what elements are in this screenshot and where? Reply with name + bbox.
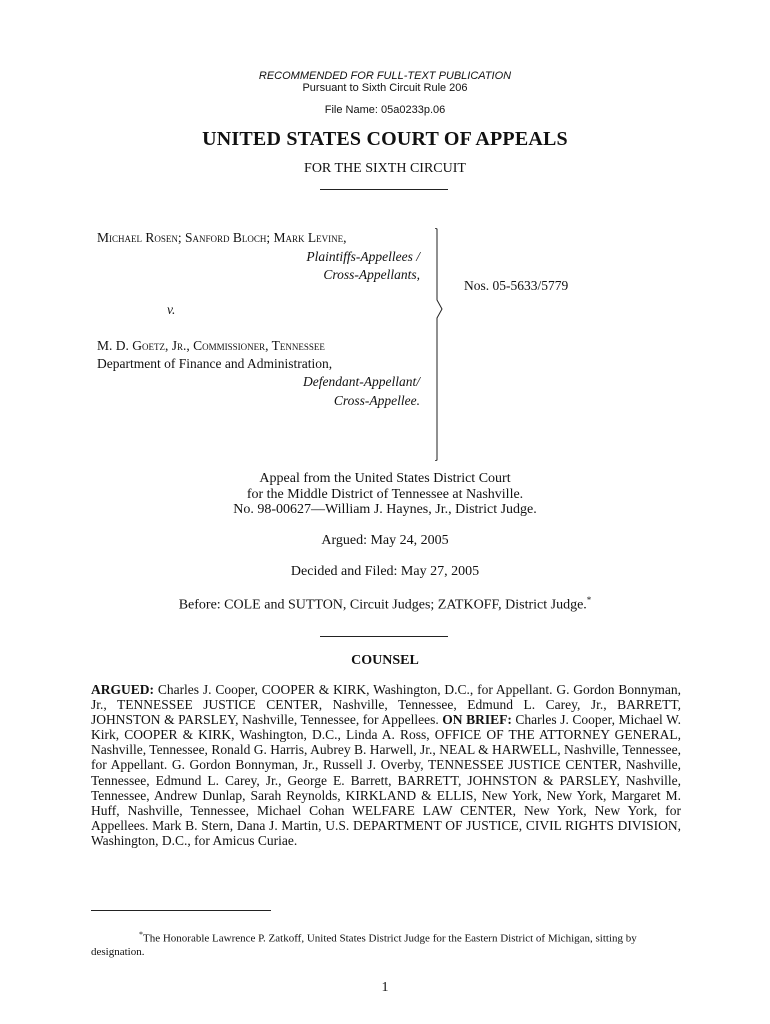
title-divider (320, 189, 448, 190)
defendant-role-1: Defendant-Appellant/ (303, 374, 420, 389)
counsel-paragraph (91, 682, 681, 848)
appeal-line-3: No. 98-00627—William J. Haynes, Jr., District Judge. (233, 502, 537, 517)
argued-text: Charles J. Cooper, COOPER & KIRK, Washington, D.C., for Appellant. G. Gordon Bonnyman, Jr., TENNESSEE JUSTICE CENTER, Nashville, Tennessee, Edmund L. Carey, Jr., BARRETT, JOHNSTON & PARSLEY, Nashville, Tennessee, for Appellees. (91, 682, 681, 728)
appeal-line-2: for the Middle District of Tennessee at Nashville. (246, 487, 524, 502)
counsel-heading: COUNSEL (351, 653, 419, 668)
file-name: File Name: 05a0233p.06 (324, 104, 446, 116)
counsel-divider (320, 636, 448, 637)
plaintiffs-role-1: Plaintiffs-Appellees / (306, 249, 420, 264)
footnote-divider (91, 910, 271, 911)
footnote-reference[interactable]: * (586, 595, 592, 605)
appeal-line-1: Appeal from the United States District Court (259, 471, 511, 486)
court-title: UNITED STATES COURT OF APPEALS (202, 128, 568, 150)
page-number: 1 (381, 980, 389, 995)
plaintiffs-names: Michael Rosen; Sanford Bloch; Mark Levine, (97, 230, 347, 245)
defendant-line-2: Department of Finance and Administration, (97, 356, 333, 371)
on-brief-label: ON BRIEF: (442, 712, 512, 728)
footnote (91, 928, 681, 960)
panel-judges (0, 595, 770, 614)
publication-notice: RECOMMENDED FOR FULL-TEXT PUBLICATION (258, 70, 512, 82)
footnote-marker: * (139, 930, 143, 939)
argued-date: Argued: May 24, 2005 (321, 533, 449, 548)
plaintiffs-role-2: Cross-Appellants, (323, 267, 420, 282)
argued-label: ARGUED: (91, 682, 154, 697)
footnote-text: The Honorable Lawrence P. Zatkoff, United States District Judge for the Eastern District of Michigan, sitting by designation. (91, 932, 637, 959)
decided-date: Decided and Filed: May 27, 2005 (290, 564, 480, 579)
docket-number: Nos. 05-5633/5779 (464, 278, 569, 293)
circuit-rule: Pursuant to Sixth Circuit Rule 206 (302, 82, 468, 94)
defendant-line-1: M. D. Goetz, Jr., Commissioner, Tennessee (97, 338, 325, 353)
circuit-name: FOR THE SIXTH CIRCUIT (304, 161, 466, 176)
caption-bracket (435, 228, 445, 461)
panel-judges-text: Before: COLE and SUTTON, Circuit Judges; ZATKOFF, District Judge. (178, 597, 587, 613)
defendant-role-2: Cross-Appellee. (333, 393, 420, 408)
on-brief-text: Charles J. Cooper, Michael W. Kirk, COOPER & KIRK, Washington, D.C., Linda A. Ross, OFFICE OF THE ATTORNEY GENERAL, Nashville, Tennessee, Ronald G. Harris, Aubrey B. Harwell, Jr., NEAL & HARWELL, Nashville, Tennessee, for Appellant. G. Gordon Bonnyman, Jr., Russell J. Overby, TENNESSEE JUSTICE CENTER, Nashville, Tennessee, Edmund L. Carey, Jr., George E. Barrett, BARRETT, JOHNSTON & PARSLEY, Nashville, Tennessee, Andrew Dunlap, Sarah Reynolds, KIRKLAND & ELLIS, New York, New York, Margaret M. Huff, Nashville, Tennessee, Michael Cohan WELFARE LAW CENTER, New York, New York, for Appellees. Mark B. Stern, Dana J. Martin, U.S. DEPARTMENT OF JUSTICE, CIVIL RIGHTS DIVISION, Washington, D.C., for Amicus Curiae. (91, 712, 681, 848)
versus: v. (167, 302, 176, 317)
